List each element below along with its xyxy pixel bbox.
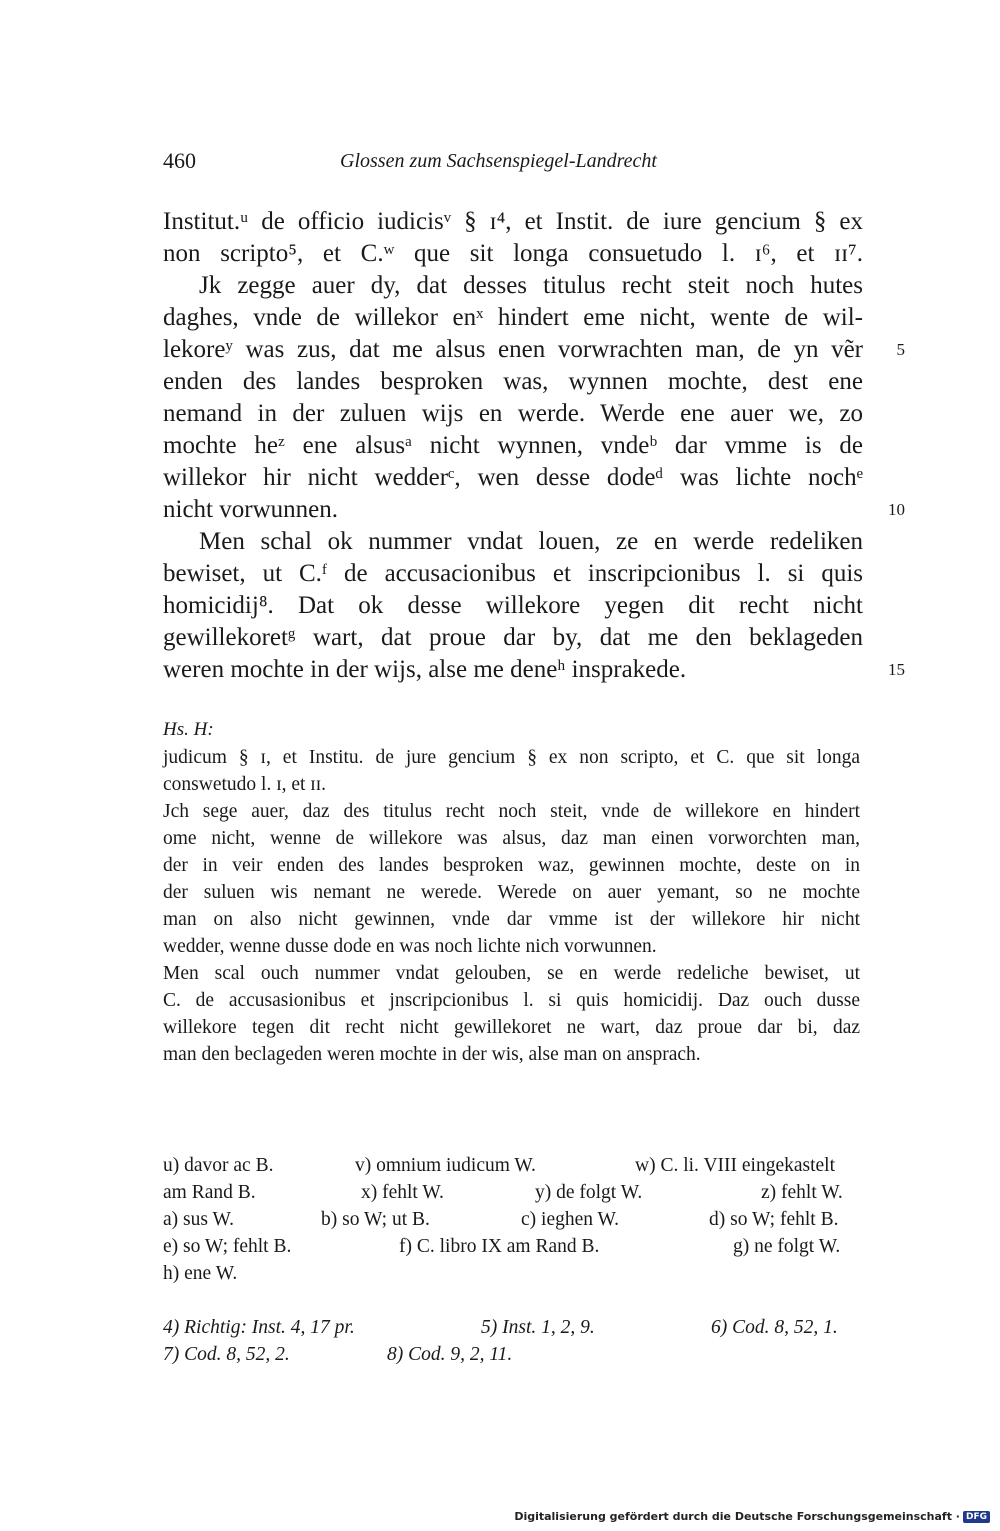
dfg-logo: DFG <box>963 1511 990 1523</box>
source-note: 5) Inst. 1, 2, 9. <box>481 1317 595 1338</box>
hs-line: ome nicht, wenne de willekore was alsus, daz man einen vorworchten man, <box>163 828 860 849</box>
hs-line: conswetudo l. ɪ, et ɪɪ. <box>163 774 327 795</box>
text-line: Jk zegge auer dy, dat desses titulus recht steit noch hutes <box>199 272 863 299</box>
text-line: Men schal ok nummer vndat louen, ze en werde redeliken <box>199 528 863 555</box>
manuscript-h-section <box>163 716 860 1068</box>
source-note: 4) Richtig: Inst. 4, 17 pr. <box>163 1317 355 1338</box>
hs-line: Men scal ouch nummer vndat gelouben, se en werde redeliche bewiset, ut <box>163 963 860 984</box>
text-line: weren mochte in der wijs, alse me deneʰ insprakede. 15 <box>163 654 863 686</box>
funding-text: Digitalisierung gefördert durch die Deutsche Forschungsgemeinschaft · <box>514 1510 960 1523</box>
apparatus-note: c) ieghen W. <box>521 1209 620 1230</box>
apparatus-note: w) C. li. VIII eingekastelt <box>635 1155 836 1176</box>
apparatus-note: v) omnium iudicum W. <box>355 1155 536 1176</box>
apparatus-note: g) ne folgt W. <box>733 1236 841 1257</box>
hs-line: C. de accusasionibus et jnscripcionibus l. si quis homicidij. Daz ouch dusse <box>163 990 860 1011</box>
line-number: 15 <box>888 660 905 679</box>
apparatus-note: z) fehlt W. <box>761 1182 843 1203</box>
text-line: mochte heᶻ ene alsusᵃ nicht wynnen, vndeᵇ dar vmme is de <box>163 432 863 459</box>
text-line: willekor hir nicht wedderᶜ, wen desse dodeᵈ was lichte nochᵉ <box>163 464 863 491</box>
text-line: bewiset, ut C.ᶠ de accusacionibus et inscripcionibus l. si quis <box>163 560 863 587</box>
running-title: Glossen zum Sachsenspiegel-Landrecht <box>340 150 657 172</box>
hs-line: der in veir enden des landes besproken waz, gewinnen mochte, deste on in <box>163 855 860 876</box>
hs-line: judicum § ɪ, et Institu. de jure gencium § ex non scripto, et C. que sit longa <box>163 747 860 768</box>
page-number: 460 <box>163 148 196 173</box>
text-line: homicidij⁸. Dat ok desse willekore yegen dit recht nicht <box>163 592 863 619</box>
text-line: nicht vorwunnen. 10 <box>163 494 863 526</box>
text-line: gewillekoretᵍ wart, dat proue dar by, dat me den beklageden <box>163 624 863 651</box>
text-line: non scripto⁵, et C.ʷ que sit longa consuetudo l. ɪ⁶, et ɪɪ⁷. <box>163 240 863 267</box>
hs-line: Jch sege auer, daz des titulus recht noch steit, vnde de willekore en hindert <box>163 801 860 822</box>
source-note: 8) Cod. 9, 2, 11. <box>387 1344 513 1365</box>
main-text <box>163 206 905 686</box>
hs-line: willekore tegen dit recht nicht gewillekoret ne wart, daz proue dar bi, daz <box>163 1017 860 1038</box>
hs-line: der suluen wis nemant ne werede. Werede on auer yemant, so ne mochte <box>163 882 860 903</box>
apparatus-note: am Rand B. <box>163 1182 256 1203</box>
apparatus-note: f) C. libro IX am Rand B. <box>399 1236 600 1257</box>
apparatus-note: h) ene W. <box>163 1263 238 1284</box>
apparatus-note: d) so W; fehlt B. <box>709 1209 839 1230</box>
line-number: 10 <box>888 500 905 519</box>
hs-line: wedder, wenne dusse dode en was noch lichte nich vorwunnen. <box>163 936 657 957</box>
text-line: Institut.ᵘ de officio iudicisᵛ § ɪ⁴, et Instit. de iure gencium § ex <box>163 208 863 235</box>
apparatus-note: a) sus W. <box>163 1209 234 1230</box>
apparatus-note: u) davor ac B. <box>163 1155 274 1176</box>
critical-apparatus <box>163 1152 860 1287</box>
hs-line: man den beclageden weren mochte in der wis, alse man on ansprach. <box>163 1044 701 1065</box>
source-note: 7) Cod. 8, 52, 2. <box>163 1344 290 1365</box>
source-notes <box>163 1314 860 1368</box>
text-line: enden des landes besproken was, wynnen mochte, dest ene <box>163 368 863 395</box>
text-line: nemand in der zuluen wijs en werde. Werde ene auer we, zo <box>163 400 863 427</box>
line-number: 5 <box>896 340 905 359</box>
apparatus-note: x) fehlt W. <box>361 1182 444 1203</box>
hs-line: man on also nicht gewinnen, vnde dar vmme ist der willekore hir nicht <box>163 909 860 930</box>
source-note: 6) Cod. 8, 52, 1. <box>711 1317 838 1338</box>
text-line: daghes, vnde de willekor enˣ hindert eme nicht, wente de wil- <box>163 304 863 331</box>
manuscript-label: Hs. H: <box>163 719 214 740</box>
funding-notice <box>514 1510 990 1523</box>
text-line: lekoreʸ was zus, dat me alsus enen vorwrachten man, de yn vẽr 5 <box>163 334 863 366</box>
apparatus-note: e) so W; fehlt B. <box>163 1236 292 1257</box>
apparatus-note: b) so W; ut B. <box>321 1209 430 1230</box>
apparatus-note: y) de folgt W. <box>535 1182 643 1203</box>
